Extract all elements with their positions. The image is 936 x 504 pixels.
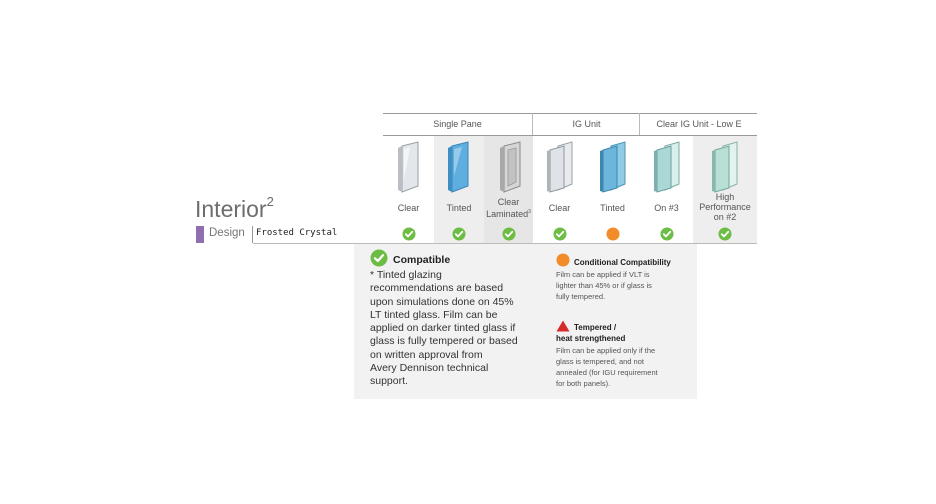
column-ig-tinted — [586, 136, 639, 226]
check-icon — [660, 227, 674, 241]
conditional-dot-icon — [606, 227, 620, 241]
legend-tempered-note — [556, 345, 686, 389]
check-icon — [502, 227, 516, 241]
note-line: support. — [370, 375, 408, 388]
column-label-line-1: High — [715, 192, 735, 202]
check-icon — [718, 227, 732, 241]
column-ig-clear — [533, 136, 586, 226]
note-line: LT tinted glass. Film can be — [370, 308, 498, 321]
design-divider — [252, 226, 253, 243]
column-label-line-3: on #2 — [713, 212, 737, 222]
legend-conditional-title: Conditional Compatibility — [574, 258, 671, 267]
column-single-clear — [383, 136, 434, 226]
status-cell — [484, 226, 533, 243]
conditional-dot-icon — [556, 253, 570, 267]
note-line: for both panels). — [556, 379, 611, 388]
note-line: Avery Dennison technical — [370, 362, 489, 375]
legend-tempered-title-1: Tempered / — [574, 323, 617, 332]
column-label: Tinted — [446, 203, 472, 213]
note-line: * Tinted glazing — [370, 269, 442, 281]
footnote-marker: 3 — [528, 209, 531, 215]
legend-compatible — [370, 249, 535, 389]
note-line: annealed (for IGU requirement — [556, 368, 658, 377]
note-line: recommendations are based — [370, 282, 504, 295]
design-accent-bar — [196, 226, 204, 243]
column-label — [693, 192, 757, 222]
legend-tempered-title-2: heat strengthened — [556, 334, 626, 343]
low-e-double-pane-glass-icon — [649, 140, 685, 194]
product-title-text: Interior — [195, 196, 267, 222]
column-low-e-high-performance — [693, 136, 757, 226]
legend-conditional-header — [556, 251, 686, 268]
column-low-e-on-3 — [640, 136, 693, 226]
warning-triangle-icon — [556, 320, 570, 332]
note-line: fully tempered. — [556, 292, 606, 301]
note-line: Film can be applied only if the — [556, 346, 656, 355]
status-cell — [693, 226, 757, 243]
status-cell — [383, 226, 434, 243]
legend-compatible-title: Compatible — [393, 254, 451, 266]
column-label-line-2: Laminated — [486, 209, 529, 219]
note-line: upon simulations done on 45% — [370, 295, 514, 308]
status-cell — [586, 226, 639, 243]
column-label-line-1: Clear — [497, 197, 520, 207]
group-clear-ig-low-e: Clear IG Unit - Low E — [639, 113, 758, 135]
group-single-pane: Single Pane — [433, 119, 482, 129]
column-single-laminated — [484, 136, 533, 226]
tinted-double-pane-glass-icon — [595, 140, 631, 194]
check-icon — [370, 249, 388, 267]
check-icon — [553, 227, 567, 241]
column-label: Clear — [397, 203, 420, 213]
product-title — [195, 196, 274, 223]
note-line: Film can be applied if VLT is — [556, 270, 650, 279]
legend-tempered — [556, 319, 686, 389]
check-icon — [452, 227, 466, 241]
tinted-pane-glass-icon — [442, 140, 476, 194]
double-pane-glass-icon — [542, 140, 578, 194]
note-line: lighter than 45% or if glass is — [556, 281, 652, 290]
column-label — [484, 197, 533, 219]
status-cell — [640, 226, 693, 243]
high-performance-glass-icon — [707, 140, 743, 194]
legend-compatible-header — [370, 249, 535, 267]
note-line: applied on darker tinted glass if — [370, 322, 516, 335]
legend-conditional-note — [556, 269, 686, 302]
column-label: Clear — [548, 203, 571, 213]
status-cell — [533, 226, 586, 243]
note-line: glass is fully tempered or based — [370, 335, 518, 348]
group-ig-unit: IG Unit — [532, 113, 640, 135]
column-label: Tinted — [600, 203, 625, 213]
legend-conditional — [556, 251, 686, 302]
column-single-tinted — [434, 136, 484, 226]
legend-compatible-note — [370, 269, 535, 389]
single-pane-glass-icon — [392, 140, 426, 194]
legend-tempered-header — [556, 319, 686, 333]
check-icon — [402, 227, 416, 241]
note-line: on written approval from — [370, 348, 483, 361]
design-value: Frosted Crystal — [256, 228, 338, 238]
status-cell — [434, 226, 484, 243]
product-title-superscript: 2 — [266, 194, 274, 210]
note-line: glass is tempered, and not — [556, 357, 644, 366]
laminated-glass-icon — [492, 140, 526, 194]
column-label: On #3 — [654, 203, 679, 213]
design-label: Design — [209, 227, 245, 239]
column-label-line-2: Performance — [699, 202, 751, 212]
